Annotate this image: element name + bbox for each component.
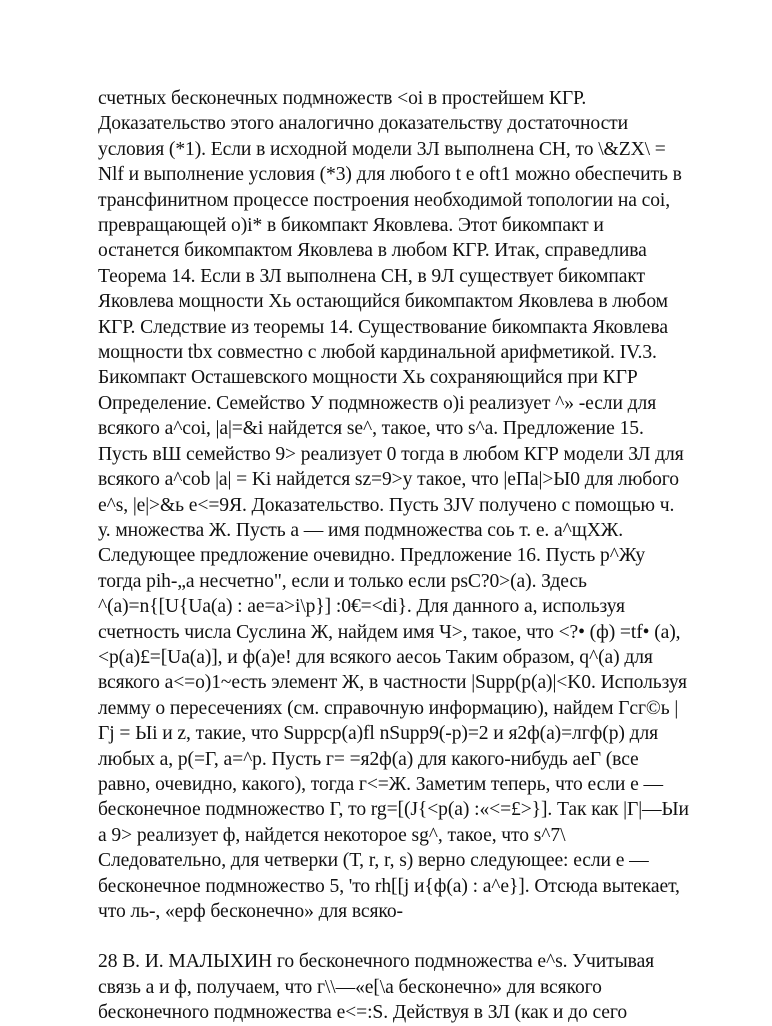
text-line: счетность числа Суслина Ж, найдем имя Ч>, такое, что <?• (ф) =tf• (a),: [98, 621, 681, 643]
text-line: счетных бесконечных подмножеств <oi в простейшем КГР.: [98, 88, 587, 109]
text-line: КГР. Следствие из теоремы 14. Существование бикомпакта Яковлева: [98, 316, 668, 338]
text-line: останется бикомпактом Яковлева в любом КГР. Итак, справедлива: [98, 240, 647, 262]
text-line: Следовательно, для четверки (Т, r, r, s) верно следующее: если е —: [98, 850, 649, 872]
text-line: Определение. Семейство У подмножеств о)i реализует ^» -если для: [98, 392, 657, 414]
paragraph-1: [98, 86, 722, 924]
document-page: [98, 86, 722, 1026]
text-line: Бикомпакт Осташевского мощности Хь сохраняющийся при КГР: [98, 367, 638, 389]
text-line: а 9> реализует ф, найдется некоторое sg^, такое, что s^7\: [98, 824, 566, 846]
paragraph-2: [98, 949, 722, 1025]
text-line: бесконечного подмножества е<=:S. Действуя в ЗЛ (как и до сего: [98, 1002, 628, 1024]
text-line: лемму о пересечениях (см. справочную информацию), найдем Гсг©ь |: [98, 697, 679, 719]
text-line: всякого a^coi, |a|=&i найдется se^, такое, что s^a. Предложение 15.: [98, 418, 644, 440]
text-line: любых а, р(=Г, а=^р. Пусть г= =я2ф(а) для какого-нибудь aeГ (все: [98, 748, 639, 770]
text-line: мощности tbx совместно с любой кардинальной арифметикой. IV.3.: [98, 342, 657, 364]
text-line: 28 В. И. МАЛЫХИН го бесконечного подмножества e^s. Учитывая: [98, 951, 655, 973]
text-line: Доказательство этого аналогично доказательству достаточности: [98, 113, 629, 135]
text-line: превращающей о)i* в бикомпакт Яковлева. Этот бикомпакт и: [98, 215, 604, 237]
text-line: <p(a)£=[Ua(a)], и ф(а)е! для всякого аесоь Таким образом, q^(a) для: [98, 646, 653, 668]
text-line: ^(a)=n{[U{Ua(a) : ae=a>i\p}] :0€=<di}. Для данного а, используя: [98, 596, 625, 618]
text-line: всякого a^cob |a| = Ki найдется sz=9>y такое, что |еПа|>Ы0 для любого: [98, 469, 679, 491]
text-line: равно, очевидно, какого), тогда г<=Ж. Заметим теперь, что если е —: [98, 773, 663, 795]
text-line: Теорема 14. Если в ЗЛ выполнена СН, в 9Л существует бикомпакт: [98, 265, 645, 287]
text-line: трансфинитном процессе построения необходимой топологии на coi,: [98, 189, 671, 211]
text-line: Яковлева мощности Хь остающийся бикомпактом Яковлева в любом: [98, 291, 668, 313]
text-line: у. множества Ж. Пусть а — имя подмножества соь т. е. a^щXЖ.: [98, 519, 623, 541]
text-line: Гj = Ыi и z, такие, что Suppcp(a)fl nSupp9(-p)=2 и я2ф(а)=лгф(р) для: [98, 723, 659, 745]
text-line: Nlf и выполнение условия (*3) для любого t e oft1 можно обеспечить в: [98, 164, 682, 186]
text-line: Следующее предложение очевидно. Предложение 16. Пусть p^Жу: [98, 545, 646, 567]
text-line: бесконечное подмножество Г, то rg=[(J{<p(a) :«<=£>}]. Так как |Г|—Ыи: [98, 799, 689, 821]
paragraph-gap: [98, 924, 722, 949]
text-line: всякого a<=o)1~есть элемент Ж, в частности |Supp(p(a)|<K0. Используя: [98, 672, 687, 694]
text-line: Пусть вШ семейство 9> реализует 0 тогда в любом КГР модели ЗЛ для: [98, 443, 684, 465]
text-line: тогда pih-„а несчетно", если и только если psC?0>(a). Здесь: [98, 570, 587, 592]
text-line: бесконечное подмножество 5, 'то rh[[j и{ф(а) : а^е}]. Отсюда вытекает,: [98, 875, 680, 897]
text-line: e^s, |e|>&ь е<=9Я. Доказательство. Пусть 3JV получено с помощью ч.: [98, 494, 675, 516]
text-line: что ль-, «ерф бесконечно» для всяко-: [98, 901, 403, 922]
text-line: связь а и ф, получаем, что г\\—«е[\а бесконечно» для всякого: [98, 976, 602, 998]
text-line: условия (*1). Если в исходной модели 3Л выполнена СН, то \&ZX\ =: [98, 138, 666, 160]
